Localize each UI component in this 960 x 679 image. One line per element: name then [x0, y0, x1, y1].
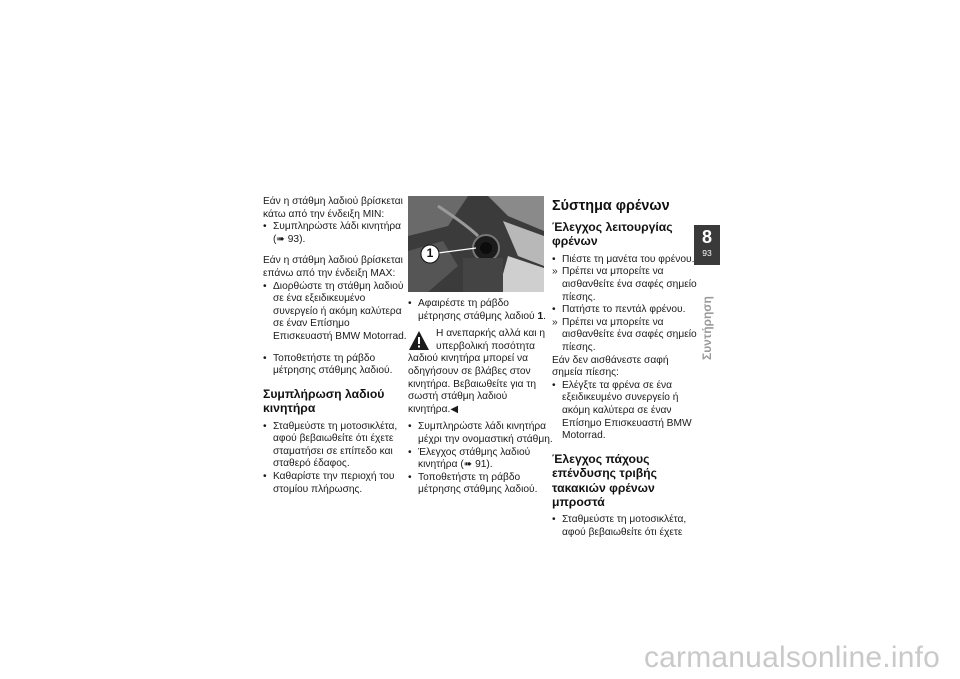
heading-fill-engine-oil: Συμπλήρωση λαδιού κινητήρα	[263, 386, 385, 416]
list-brake-pads	[552, 514, 700, 539]
chapter-tab	[694, 225, 720, 265]
column-3	[552, 198, 700, 540]
warning-triangle-icon	[408, 330, 430, 352]
list-brake-check	[552, 254, 700, 355]
list-item: • Τοποθετήστε τη ράβδο μέτρησης στάθμης λαδιού.	[408, 472, 554, 497]
warning-text: Η ανεπαρκής αλλά και η υπερβολική ποσότητα λαδιού κινητήρα μπορεί να οδηγήσουν σε βλάβες στον κινητήρα. Βεβαιωθείτε για τη σωστή στάθμη λαδιού κινητήρα.◀	[408, 328, 546, 415]
list-item: • Καθαρίστε την περιοχή του στομίου πλήρωσης.	[263, 471, 409, 496]
heading-brake-system: Σύστημα φρένων	[552, 198, 670, 214]
paragraph-oil-below-min: Εάν η στάθμη λαδιού βρίσκεται κάτω από την ένδειξη MIN:	[263, 196, 403, 220]
list-fill-oil	[408, 421, 554, 497]
page-number: 93	[702, 248, 712, 258]
page-reference[interactable]: (➠ 93).	[273, 233, 306, 245]
list-item: • Έλεγχος στάθμης λαδιού κινητήρα (➠ 91).	[408, 447, 554, 472]
list-result: » Πρέπει να μπορείτε να αισθανθείτε ένα σαφές σημείο πίεσης.	[552, 266, 700, 304]
list-item: • Σταθμεύστε τη μοτοσικλέτα, αφού βεβαιωθείτε ότι έχετε σταματήσει σε επίπεδο και σταθερό έδαφος.	[263, 421, 409, 471]
engine-photo	[408, 196, 544, 292]
engine-photo-illustration	[408, 196, 544, 292]
column-1	[263, 196, 409, 496]
paragraph-oil-above-max: Εάν η στάθμη λαδιού βρίσκεται επάνω από την ένδειξη MAX:	[263, 255, 403, 279]
callout-reference: 1	[537, 310, 544, 322]
list-item: • Σταθμεύστε τη μοτοσικλέτα, αφού βεβαιωθείτε ότι έχετε	[552, 514, 700, 539]
list-item: • Συμπληρώστε λάδι κινητήρα μέχρι την ονομαστική στάθμη.	[408, 421, 554, 446]
list-above-max	[263, 281, 409, 344]
list-no-pressure-point	[552, 380, 700, 443]
chapter-side-label: Συντήρηση	[700, 296, 714, 360]
list-remove-dipstick	[408, 298, 554, 323]
photo-callout-1: 1	[426, 246, 434, 260]
watermark: carmanualsonline.info	[643, 641, 940, 674]
column-2	[408, 196, 554, 497]
heading-front-brake-pad-check: Έλεγχος πάχους επένδυσης τριβής τακακιών φρένων μπροστά	[552, 451, 657, 509]
warning-note	[408, 328, 554, 416]
list-item: • Συμπληρώστε λάδι κινητήρα (➠ 93).	[263, 221, 409, 246]
list-item: • Ελέγξτε τα φρένα σε ένα εξειδικευμένο συνεργείο ή ακόμη καλύτερα σε έναν Επίσημο Επισκευαστή BMW Motorrad.	[552, 380, 700, 443]
list-item: • Διορθώστε τη στάθμη λαδιού σε ένα εξειδικευμένο συνεργείο ή ακόμη καλύτερα σε έναν Επίσημο Επισκευαστή BMW Motorrad.	[263, 281, 409, 344]
list-item: • Τοποθετήστε τη ράβδο μέτρησης στάθμης λαδιού.	[263, 353, 409, 378]
paragraph-no-pressure-point: Εάν δεν αισθάνεστε σαφή σημεία πίεσης:	[552, 354, 669, 379]
list-install-dipstick	[263, 353, 409, 378]
list-below-min	[263, 221, 409, 246]
list-fill-steps	[263, 421, 409, 497]
heading-brake-function-check: Έλεγχος λειτουργίας φρένων	[552, 220, 673, 249]
list-item: • Αφαιρέστε τη ράβδο μέτρησης στάθμης λαδιού 1.	[408, 298, 554, 323]
list-item: • Πατήστε το πεντάλ φρένου.	[552, 304, 700, 317]
list-item: • Πιέστε τη μανέτα του φρένου.	[552, 254, 700, 267]
list-result: » Πρέπει να μπορείτε να αισθανθείτε ένα σαφές σημείο πίεσης.	[552, 317, 700, 355]
chapter-number: 8	[701, 227, 712, 247]
